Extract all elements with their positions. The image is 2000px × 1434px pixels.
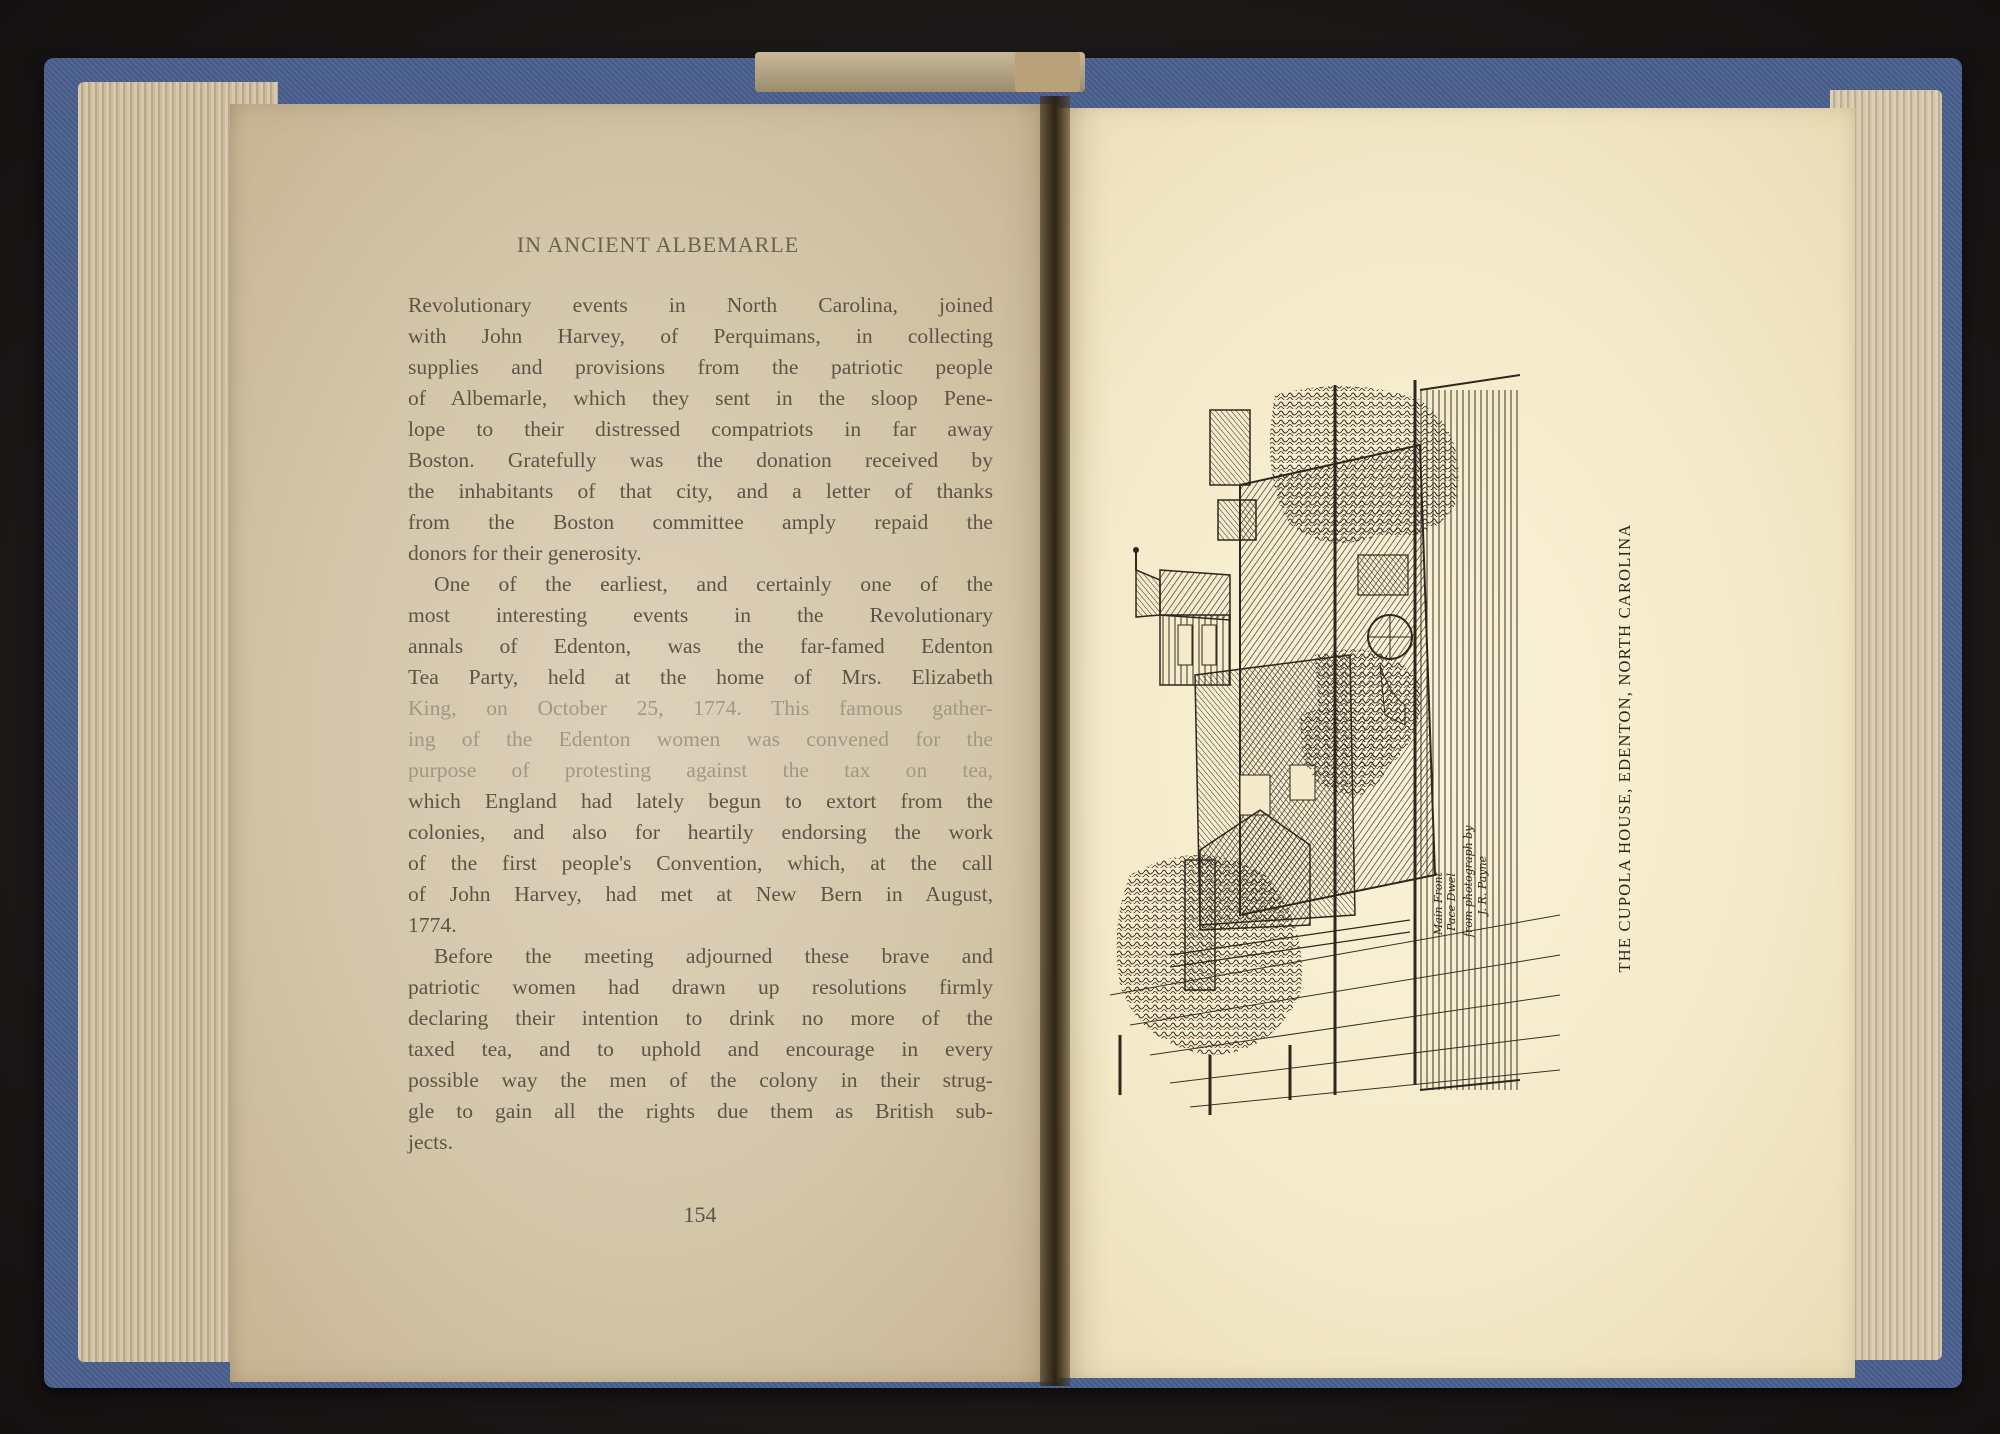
text-line: of John Harvey, had met at New Bern in August, <box>408 882 993 906</box>
picket-fence <box>1420 375 1520 1090</box>
text-line: from the Boston committee amply repaid the <box>408 510 993 534</box>
text-line: with John Harvey, of Perquimans, in collecting <box>408 324 993 348</box>
text-line: 1774. <box>408 913 457 937</box>
text-line-faded: purpose of protesting against the tax on tea, <box>408 758 993 782</box>
text-line: lope to their distressed compatriots in far away <box>408 417 993 441</box>
svg-text:J. R. Payne: J. R. Payne <box>1476 855 1489 915</box>
body-text <box>408 290 993 1158</box>
text-line: which England had lately begun to extort from the <box>408 789 993 813</box>
text-line: donors for their generosity. <box>408 541 642 565</box>
house-window <box>1240 775 1270 815</box>
cupola <box>1133 547 1230 685</box>
text-line: jects. <box>408 1130 453 1154</box>
text-line: One of the earliest, and certainly one of the <box>434 572 993 596</box>
text-line-faded: ing of the Edenton women was convened for the <box>408 727 993 751</box>
running-head: IN ANCIENT ALBEMARLE <box>516 232 800 257</box>
spine-binding-patch <box>1015 52 1080 92</box>
text-line: Boston. Gratefully was the donation received by <box>408 448 993 472</box>
text-line: Revolutionary events in North Carolina, joined <box>408 293 993 317</box>
text-line: the inhabitants of that city, and a letter of thanks <box>408 479 993 503</box>
text-line: annals of Edenton, was the far-famed Edenton <box>408 634 993 658</box>
text-line: colonies, and also for heartily endorsing the work <box>408 820 993 844</box>
text-line: Tea Party, held at the home of Mrs. Elizabeth <box>408 665 993 689</box>
text-line: taxed tea, and to uphold and encourage in every <box>408 1037 993 1061</box>
cupola-house-illustration <box>1090 355 1570 1125</box>
text-line: supplies and provisions from the patriotic people <box>408 355 993 379</box>
text-line: gle to gain all the rights due them as British sub- <box>408 1099 993 1123</box>
illustration-caption: THE CUPOLA HOUSE, EDENTON, NORTH CAROLINA <box>1615 523 1634 973</box>
page-number: 154 <box>683 1202 717 1227</box>
book-gutter <box>1040 96 1070 1386</box>
svg-text:Main Front: Main Front <box>1432 872 1445 935</box>
text-line: of Albemarle, which they sent in the sloop Pene- <box>408 386 993 410</box>
svg-text:Pace Dwel: Pace Dwel <box>1445 873 1458 931</box>
text-line-faded: King, on October 25, 1774. This famous gather- <box>408 696 993 720</box>
svg-text:from photograph by: from photograph by <box>1462 825 1475 937</box>
text-line: patriotic women had drawn up resolutions firmly <box>408 975 993 999</box>
text-line: Before the meeting adjourned these brave and <box>434 944 993 968</box>
text-line: of the first people's Convention, which, at the call <box>408 851 993 875</box>
text-line: declaring their intention to drink no more of the <box>408 1006 993 1030</box>
chimney-top <box>1210 410 1250 485</box>
text-line: most interesting events in the Revolutionary <box>408 603 993 627</box>
text-line: possible way the men of the colony in their strug- <box>408 1068 993 1092</box>
